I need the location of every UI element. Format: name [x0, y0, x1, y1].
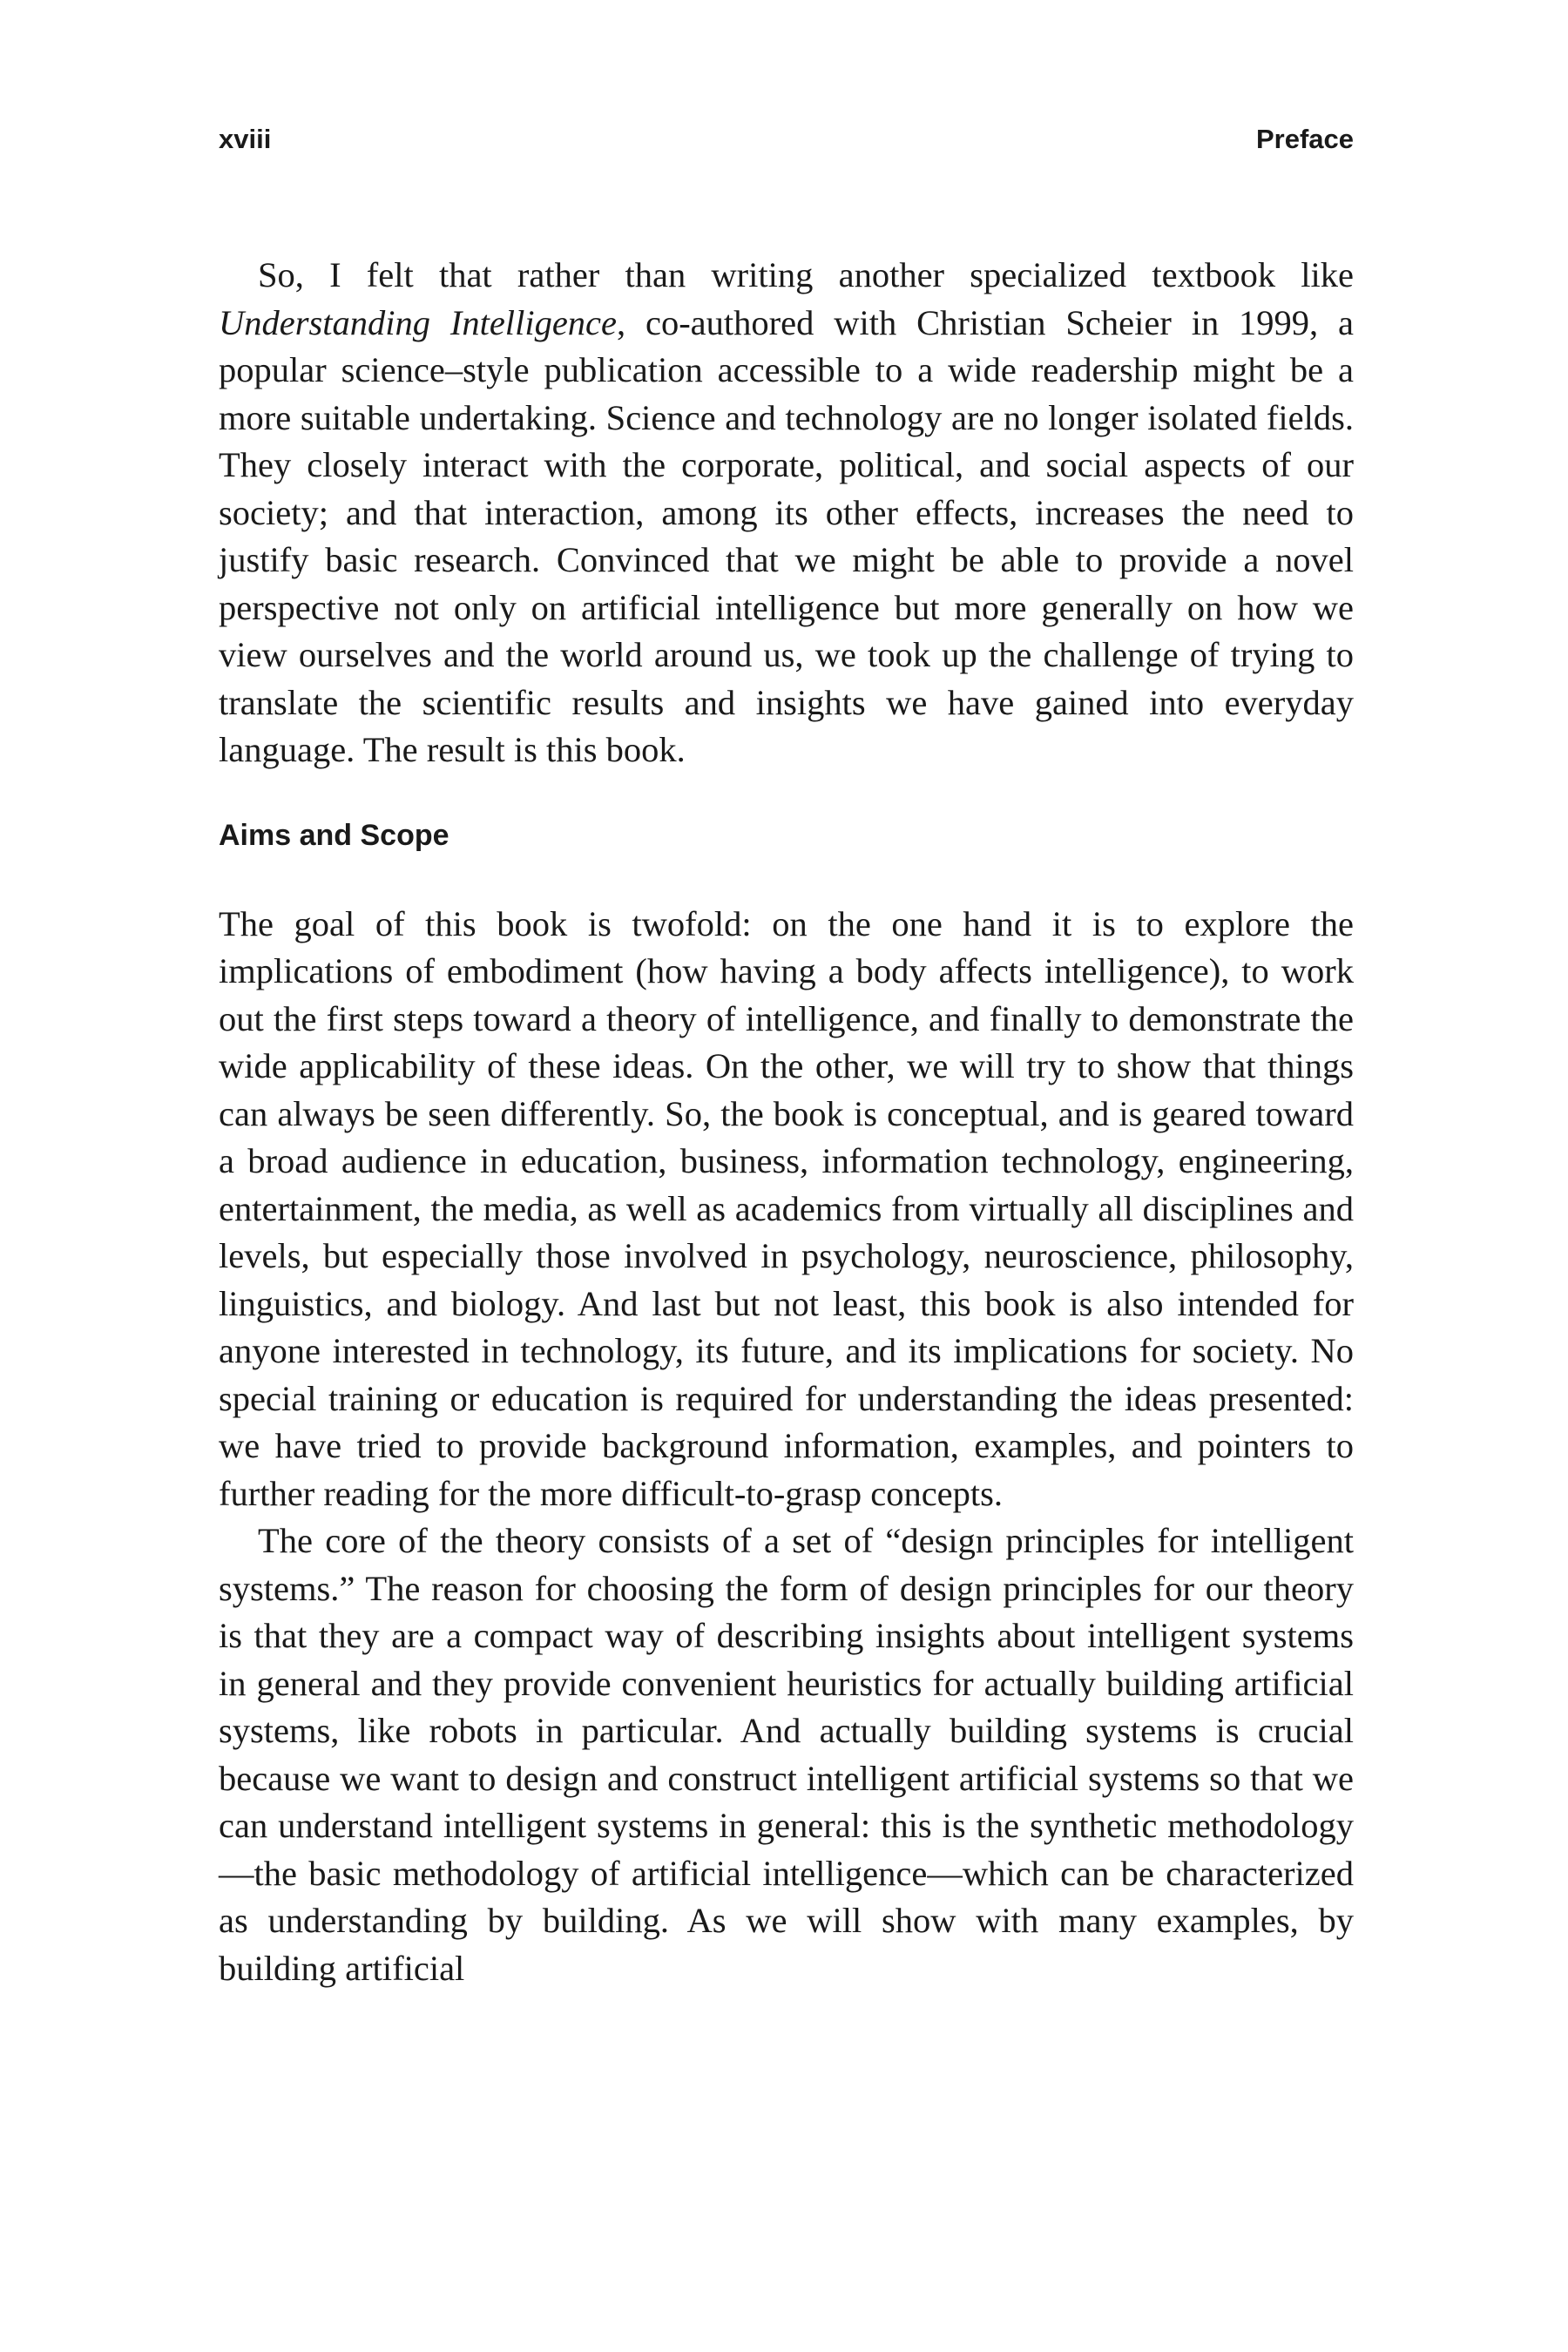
body-text	[219, 252, 1354, 1992]
running-head	[219, 122, 1354, 157]
paragraph-core-theory: The core of the theory consists of a set of “design principles for intelligent systems.” The reason for choosing the form of design principles for our theory is that they are a compact way of describing insights about intelligent systems in general and they provide convenient heuristics for actually building artificial systems, like robots in particular. And actually building systems is crucial because we want to design and construct intelligent artificial systems so that we can understand intelligent systems in general: this is the synthetic methodology—the basic methodology of artificial intelligence—which can be characterized as understanding by building. As we will show with many examples, by building artificial	[219, 1521, 1354, 1988]
paragraph-goal: The goal of this book is twofold: on the one hand it is to explore the implications of embodiment (how having a body affects intelligence), to work out the first steps toward a theory of intelligence, and finally to demonstrate the wide applicability of these ideas. On the other, we will try to show that things can always be seen differently. So, the book is conceptual, and is geared toward a broad audience in education, business, information technology, engineering, entertainment, the media, as well as academics from virtually all disciplines and levels, but especially those involved in psychology, neuroscience, philosophy, linguistics, and biology. And last but not least, this book is also intended for anyone interested in technology, its future, and its implications for society. No special training or education is required for understanding the ideas presented: we have tried to provide background information, examples, and pointers to further reading for the more difficult-to-grasp concepts.	[219, 903, 1354, 1513]
paragraph-intro	[219, 252, 1354, 774]
chapter-title: Preface	[1255, 124, 1354, 154]
paragraph-intro-text-b: , co-authored with Christian Scheier in 1999, a popular science–style publication accessible to a wide readership might be a more suitable undertaking. Science and technology are no longer isolated fields. They closely interact with the corporate, political, and social aspects of our society; and that interaction, among its other effects, increases the need to justify basic research. Convinced that we might be able to provide a novel perspective not only on artificial intelligence but more generally on how we view ourselves and the world around us, we took up the challenge of trying to translate the scientific results and insights we have gained into everyday language. The result is this book.	[219, 302, 1354, 769]
book-title-italic: Understanding Intelligence	[219, 302, 617, 342]
page-number: xviii	[219, 124, 272, 154]
section-heading: Aims and Scope	[219, 818, 449, 852]
paragraph-intro-text-a: So, I felt that rather than writing another specialized textbook like	[258, 255, 1354, 294]
